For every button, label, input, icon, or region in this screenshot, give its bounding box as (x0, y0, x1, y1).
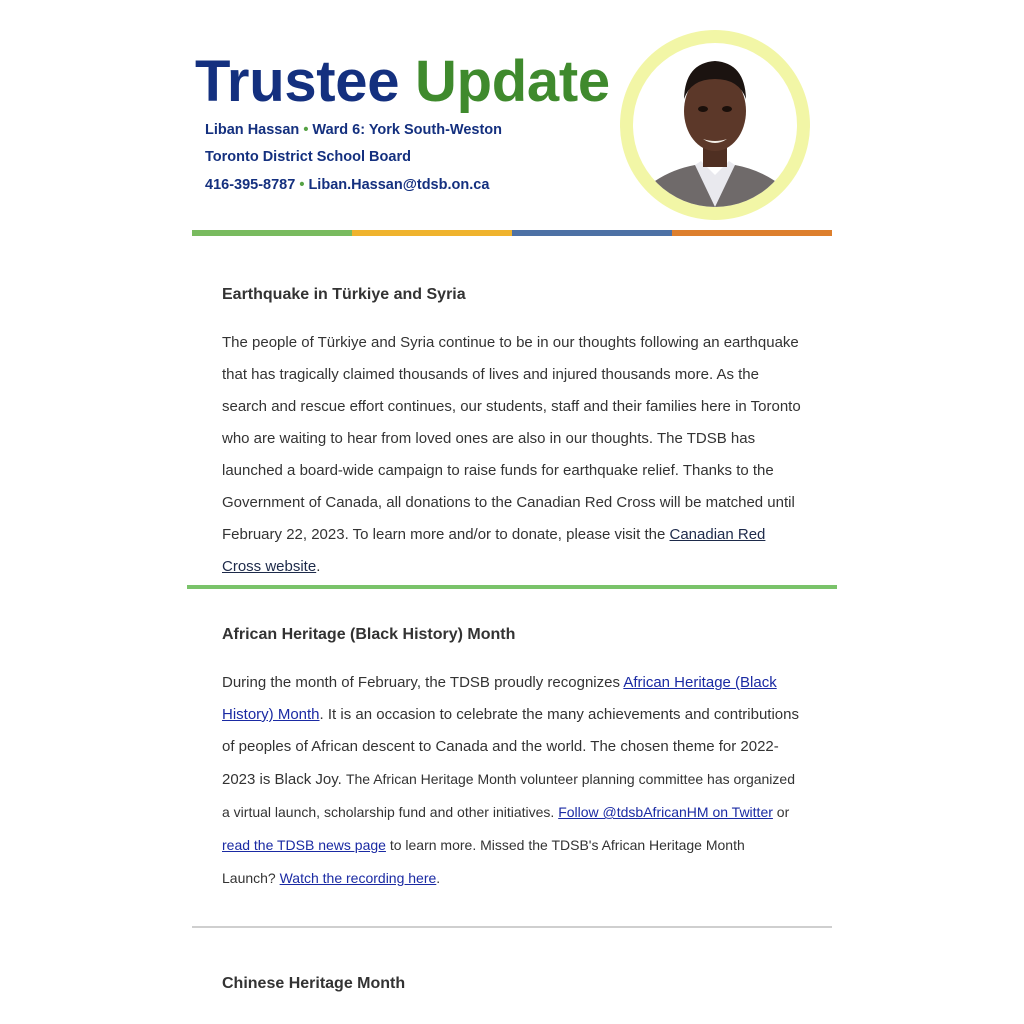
newsletter-header (192, 0, 832, 240)
trustee-portrait (620, 30, 810, 220)
portrait-photo-icon (633, 43, 797, 207)
color-bar-segment-green (192, 230, 352, 236)
watch-recording-link[interactable]: Watch the recording here (279, 870, 437, 886)
section-heading: Earthquake in Türkiye and Syria (222, 286, 466, 303)
section-heading: African Heritage (Black History) Month (222, 626, 516, 643)
section-body (222, 327, 802, 583)
color-bar-segment-orange (672, 230, 832, 236)
body-text: . (316, 558, 321, 575)
email-address: Liban.Hassan@tdsb.on.ca (308, 177, 490, 193)
page-title (195, 47, 610, 117)
body-text: to learn more. Missed the TDSB's African Heritage Month Launch? (222, 837, 745, 886)
section-body (222, 667, 802, 895)
section-african-heritage (222, 625, 802, 895)
header-color-bar (192, 230, 832, 236)
separator-dot: • (299, 177, 305, 193)
separator-dot: • (303, 122, 309, 138)
body-text: The people of Türkiye and Syria continue to be in our thoughts following an earthquake that has tragically claimed thousands of lives and injured thousands more. As the search and rescue effort continues, our students, staff and their families here in Toronto who are waiting to hear from loved ones are also in our thoughts. The TDSB has launched a board-wide campaign to raise funds for earthquake relief. Thanks to the Government of Canada, all donations to the Canadian Red Cross will be matched until February 22, 2023. To learn more and/or to donate, please visit the (222, 334, 801, 543)
african-heritage-month-link[interactable]: African Heritage (Black History) Month (222, 674, 777, 723)
body-text: During the month of February, the TDSB proudly recognizes (222, 674, 624, 691)
color-bar-segment-yellow (352, 230, 512, 236)
school-board-name: Toronto District School Board (205, 149, 411, 165)
trustee-name: Liban Hassan (205, 122, 300, 138)
red-cross-link[interactable]: Canadian Red Cross website (222, 526, 766, 575)
section-divider-gray (192, 926, 832, 928)
body-text: The African Heritage Month volunteer planning committee has organized a virtual launch, scholarship fund and other initiatives. (222, 771, 795, 820)
body-text: . It is an occasion to celebrate the many achievements and contributions of peoples of African descent to Canada and the world. The chosen theme for 2022-2023 is Black Joy. (222, 706, 799, 788)
section-chinese-heritage (222, 974, 802, 994)
color-bar-segment-blue (512, 230, 672, 236)
section-heading: Chinese Heritage Month (222, 975, 406, 992)
body-text: or (772, 804, 790, 820)
trustee-name-ward (205, 122, 502, 138)
contact-line (205, 177, 489, 193)
phone-number: 416-395-8787 (205, 177, 296, 193)
section-earthquake (222, 285, 802, 583)
body-text: . (436, 870, 441, 886)
twitter-follow-link[interactable]: Follow @tdsbAfricanHM on Twitter (558, 804, 773, 820)
title-word-update: Update (415, 49, 610, 114)
section-divider-green (187, 585, 837, 589)
tdsb-news-link[interactable]: read the TDSB news page (222, 837, 386, 853)
title-word-trustee: Trustee (195, 49, 400, 114)
trustee-ward: Ward 6: York South-Weston (312, 122, 503, 138)
